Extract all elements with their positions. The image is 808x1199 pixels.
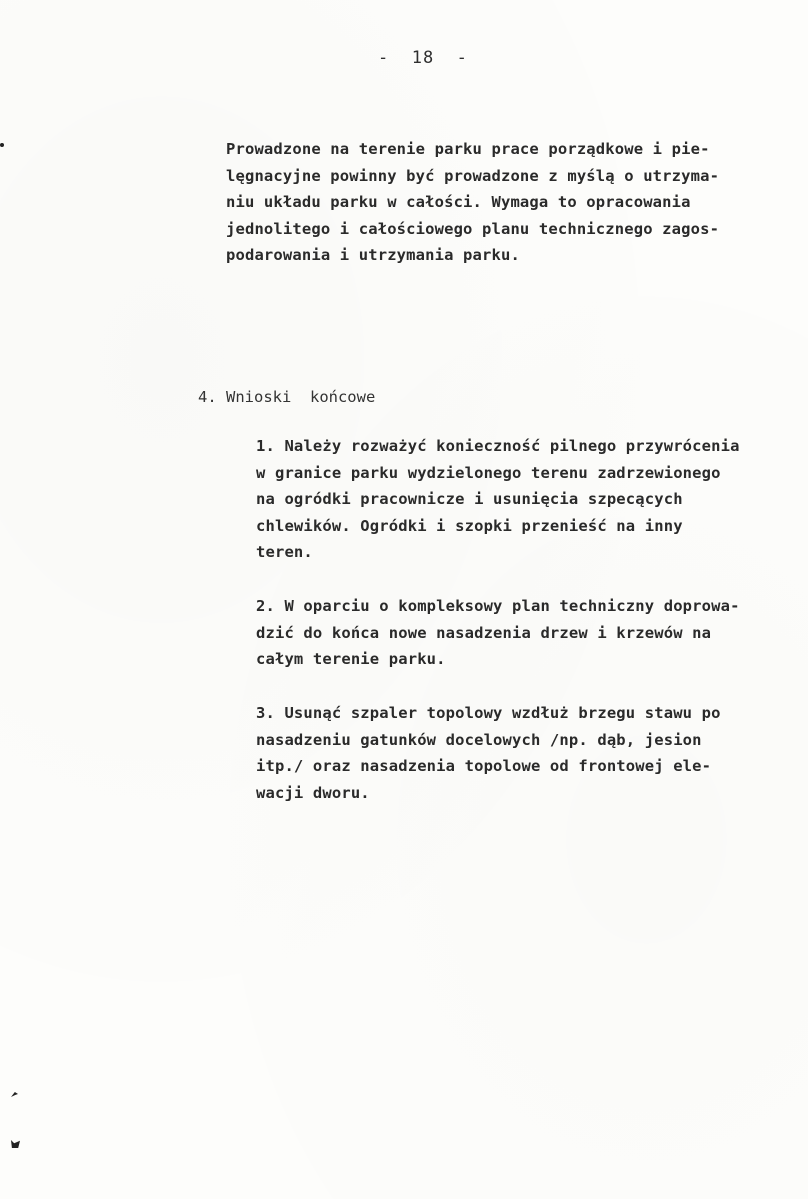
- item-line: itp./ oraz nasadzenia topolowe od frontowej ele-: [256, 757, 712, 775]
- item-line: dzić do końca nowe nasadzenia drzew i krzewów na: [256, 623, 712, 642]
- paragraph-line: niu układu parku w całości. Wymaga to opracowania: [226, 193, 691, 211]
- scan-speck: [0, 143, 4, 147]
- item-line: teren.: [256, 543, 313, 561]
- item-line: nasadzeniu gatunków docelowych /np. dąb, jesion: [256, 730, 702, 749]
- page-number: - 18 -: [378, 48, 468, 68]
- item-line: na ogródki pracownicze i usunięcia szpecących: [256, 490, 683, 508]
- scan-speck: [11, 1140, 20, 1148]
- item-line: w granice parku wydzielonego terenu zadrzewionego: [256, 463, 721, 482]
- paragraph-line: Prowadzone na terenie parku prace porządkowe i pie-: [226, 140, 710, 158]
- scan-speck: [11, 1092, 18, 1097]
- conclusion-item-1: [256, 433, 786, 566]
- item-line: 3. Usunąć szpaler topolowy wzdłuż brzegu stawu po: [256, 704, 721, 722]
- item-line: całym terenie parku.: [256, 650, 446, 668]
- paragraph-line: jednolitego i całościowego planu technicznego zagos-: [226, 219, 720, 238]
- item-line: chlewików. Ogródki i szopki przenieść na inny: [256, 516, 683, 535]
- item-line: 2. W oparciu o kompleksowy plan techniczny doprowa-: [256, 597, 740, 615]
- section-heading: 4. Wnioski końcowe: [198, 388, 376, 406]
- conclusion-item-2: [256, 593, 786, 673]
- intro-paragraph: [226, 136, 786, 269]
- conclusion-item-3: [256, 700, 786, 806]
- paragraph-line: podarowania i utrzymania parku.: [226, 246, 520, 264]
- paragraph-line: lęgnacyjne powinny być prowadzone z myślą o utrzyma-: [226, 166, 720, 185]
- item-line: 1. Należy rozważyć konieczność pilnego przywrócenia: [256, 437, 740, 455]
- item-line: wacji dworu.: [256, 783, 370, 802]
